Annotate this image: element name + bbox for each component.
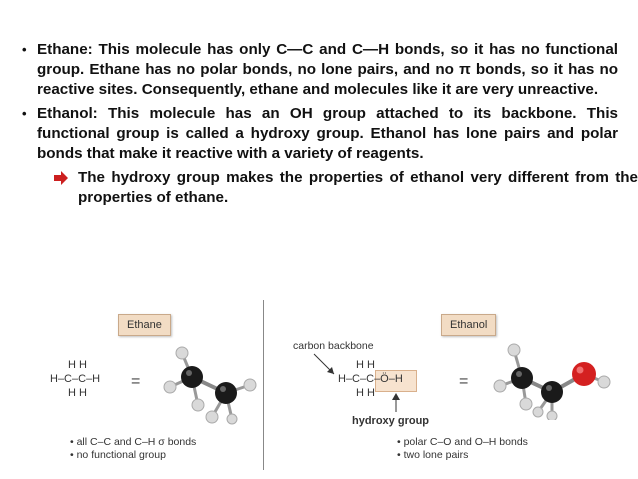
ethane-note: • all C–C and C–H σ bonds (70, 436, 197, 448)
ethanol-note: • two lone pairs (397, 449, 469, 461)
ethane-equals: = (131, 373, 141, 390)
bullet-marker: • (22, 42, 27, 57)
ethanol-note: • polar C–O and O–H bonds (397, 436, 528, 448)
red-arrow-icon (54, 171, 68, 185)
hydroxy-group-label: hydroxy group (352, 415, 430, 427)
ethanol-notes (397, 436, 528, 462)
formula-row-top: H H (68, 359, 87, 371)
ethane-structural-formula (50, 360, 110, 399)
figure-divider (263, 300, 264, 470)
formula-row-middle: H–C–C–Ö–H (338, 373, 403, 385)
bullet-list (22, 40, 638, 208)
ethane-tag: Ethane (118, 314, 171, 336)
ethanol-equals: = (459, 373, 469, 390)
bullet-ethanol (22, 104, 618, 164)
bullet-text: Ethane: This molecule has only C—C and C—H bonds, so it has no functional group. Ethane has no polar bonds, no lone pairs, and no π bonds, so it has no reactive sites. Consequently, ethane and molecules like it are very unreactive. (37, 41, 618, 98)
bullet-ethane (22, 40, 618, 100)
bullet-marker: • (22, 106, 27, 121)
ethanol-tag: Ethanol (441, 314, 496, 336)
formula-row-middle: H–C–C–H (50, 373, 101, 385)
carbon-backbone-label: carbon backbone (293, 340, 374, 352)
sub-bullet-hydroxy (22, 168, 638, 208)
formula-row-top: H H (356, 359, 375, 371)
formula-row-bottom: H H (68, 387, 87, 399)
sub-bullet-text: The hydroxy group makes the properties of ethanol very different from the properties of ethane. (78, 169, 638, 206)
ethanol-ball-stick-model (490, 330, 615, 420)
ethanol-structural-formula (338, 360, 428, 399)
ethane-notes (70, 436, 196, 462)
ethane-note: • no functional group (70, 449, 166, 461)
bullet-text: Ethanol: This molecule has an OH group attached to its backbone. This functional group is called a hydroxy group. Ethanol has lone pairs and polar bonds that make it reactive with a variety of reagents. (37, 105, 618, 162)
hydroxy-arrow-icon (389, 393, 403, 413)
formula-row-bottom: H H (356, 387, 375, 399)
ethane-ball-stick-model (160, 335, 260, 425)
